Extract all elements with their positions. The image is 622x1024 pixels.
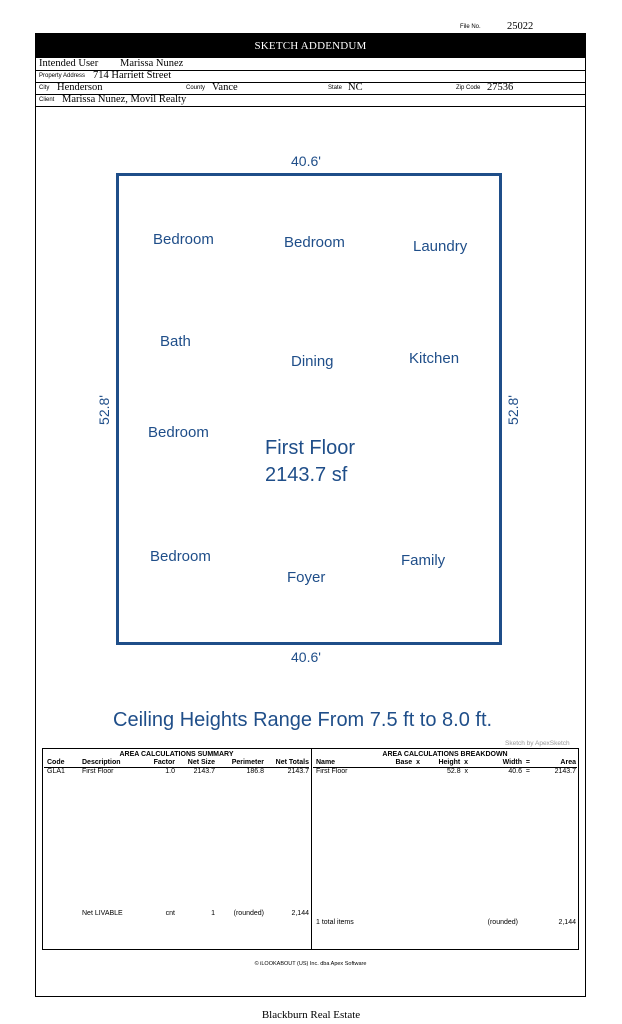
breakdown-cell: 52.8 x <box>446 768 468 775</box>
property-address-label: Property Address <box>39 73 86 79</box>
summary-header: Net Totals <box>275 759 309 766</box>
property-address-value: 714 Harriett Street <box>93 70 172 81</box>
left-dimension: 52.8' <box>96 395 112 425</box>
footer-company: Blackburn Real Estate <box>261 1009 361 1021</box>
summary-header: Perimeter <box>231 759 264 766</box>
intended-user-value: Marissa Nunez <box>120 58 184 69</box>
summary-footer-cell: cnt <box>165 910 175 917</box>
top-dimension: 40.6' <box>291 153 321 169</box>
zip-value: 27536 <box>487 82 514 93</box>
page-title: SKETCH ADDENDUM <box>35 33 586 58</box>
breakdown-footer-cell: 1 total items <box>316 919 354 926</box>
breakdown-cell: First Floor <box>316 768 348 775</box>
summary-footer-cell: (rounded) <box>233 910 264 917</box>
breakdown-header: Height x <box>438 759 468 766</box>
summary-footer-cell: 1 <box>211 910 215 917</box>
floor-name: First Floor <box>265 437 355 459</box>
summary-header: Code <box>47 759 65 766</box>
right-dimension: 52.8' <box>505 395 521 425</box>
divider <box>35 106 586 107</box>
summary-title: AREA CALCULATIONS SUMMARY <box>119 751 234 758</box>
room-label: Bedroom <box>148 424 209 441</box>
room-label: Bedroom <box>284 234 345 251</box>
breakdown-header: Width = <box>502 759 530 766</box>
intended-user-label: Intended User <box>39 58 99 69</box>
summary-cell: 186.8 <box>246 768 264 775</box>
breakdown-cell: 2143.7 <box>554 768 576 775</box>
summary-header: Factor <box>153 759 175 766</box>
breakdown-header: Name <box>316 759 336 766</box>
summary-header: Description <box>82 759 121 766</box>
state-label: State <box>328 85 343 91</box>
zip-label: Zip Code <box>456 85 481 91</box>
room-label: Laundry <box>413 238 468 255</box>
table-divider <box>311 748 312 950</box>
city-value: Henderson <box>57 82 103 93</box>
room-label: Bedroom <box>150 548 211 565</box>
summary-footer-cell: Net LIVABLE <box>82 910 123 917</box>
breakdown-header: Area <box>560 759 576 766</box>
summary-cell: 1.0 <box>165 768 175 775</box>
copyright: © iLOOKABOUT (US) Inc. dba Apex Software <box>254 961 367 967</box>
sketch-credit: Sketch by ApexSketch <box>505 740 570 747</box>
room-label: Family <box>401 552 446 569</box>
bottom-dimension: 40.6' <box>291 649 321 665</box>
summary-cell: 2143.7 <box>287 768 309 775</box>
room-label: Bath <box>160 333 191 350</box>
county-label: County <box>186 85 206 91</box>
county-value: Vance <box>212 82 238 93</box>
state-value: NC <box>348 82 363 93</box>
breakdown-footer-cell: (rounded) <box>487 919 518 926</box>
summary-cell: 2143.7 <box>193 768 215 775</box>
breakdown-header: Base x <box>395 759 420 766</box>
ceiling-note: Ceiling Heights Range From 7.5 ft to 8.0 ft. <box>113 709 493 731</box>
floor-area: 2143.7 sf <box>265 464 348 486</box>
summary-cell: First Floor <box>82 768 114 775</box>
breakdown-title: AREA CALCULATIONS BREAKDOWN <box>382 751 508 758</box>
city-label: City <box>39 85 50 91</box>
breakdown-cell: 40.6 = <box>508 768 530 775</box>
file-no-value: 25022 <box>507 21 534 32</box>
client-label: Client <box>39 97 55 103</box>
summary-cell: GLA1 <box>47 768 65 775</box>
file-no-label: File No. <box>460 24 481 30</box>
room-label: Foyer <box>287 569 326 586</box>
summary-footer-cell: 2,144 <box>291 910 309 917</box>
client-value: Marissa Nunez, Movil Realty <box>62 94 187 105</box>
room-label: Dining <box>291 353 334 370</box>
summary-header: Net Size <box>187 759 215 766</box>
room-label: Bedroom <box>153 231 214 248</box>
breakdown-footer-cell: 2,144 <box>558 919 576 926</box>
room-label: Kitchen <box>409 350 460 367</box>
